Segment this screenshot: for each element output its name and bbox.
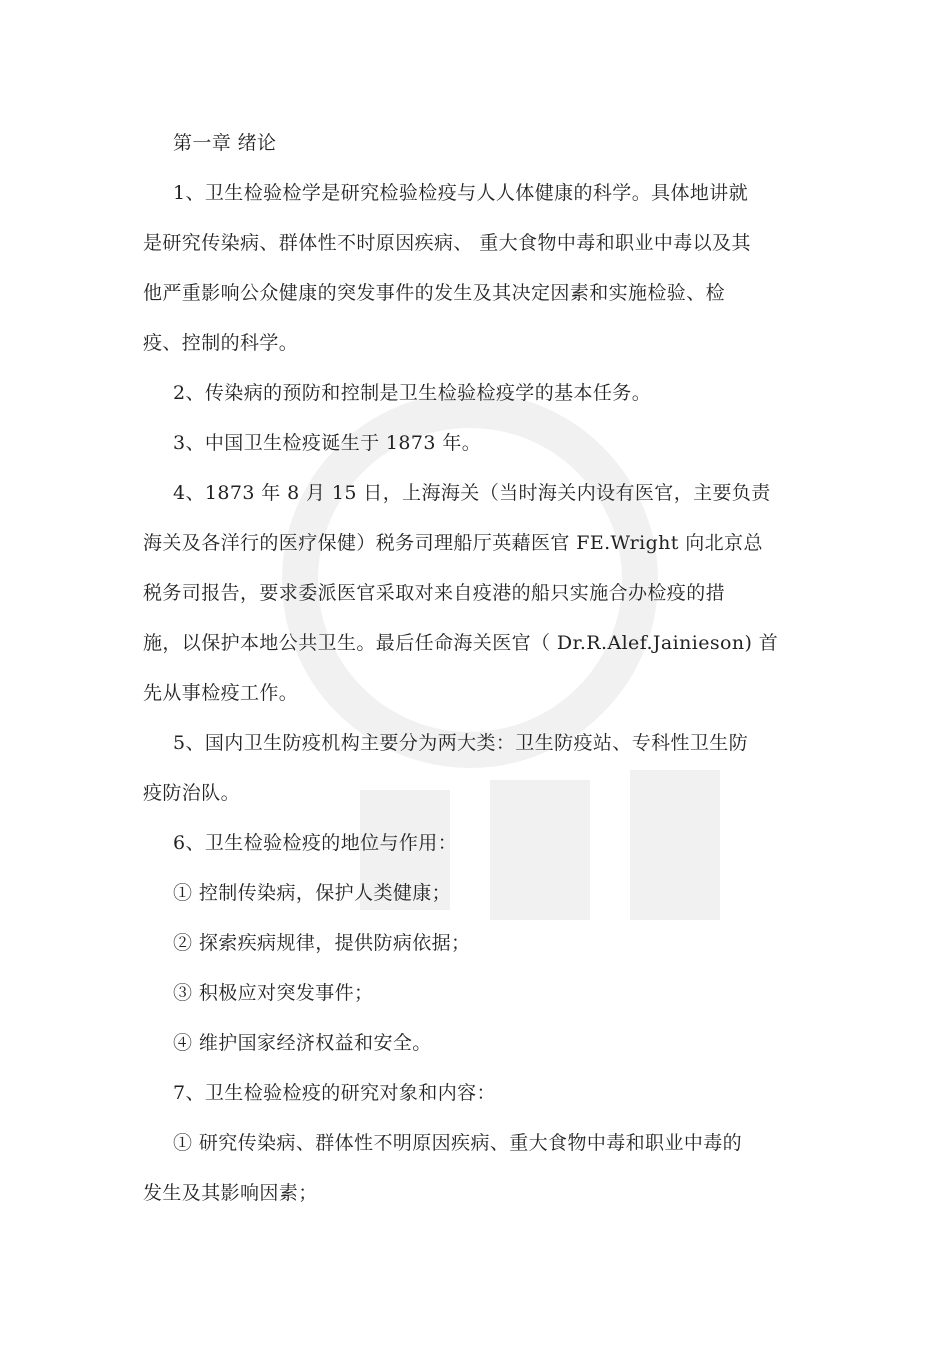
paragraph-line: 疫防治队。 <box>143 782 241 804</box>
paragraph-line: 发生及其影响因素； <box>143 1182 318 1204</box>
paragraph-line: 海关及各洋行的医疗保健）税务司理船厅英藉医官 FE.Wright 向北京总 <box>143 532 763 554</box>
list-item: ① 研究传染病、群体性不明原因疾病、重大食物中毒和职业中毒的 <box>173 1132 743 1154</box>
paragraph-line: 先从事检疫工作。 <box>143 682 299 704</box>
chapter-title: 第一章 绪论 <box>173 132 277 154</box>
paragraph-line: 税务司报告，要求委派医官采取对来自疫港的船只实施合办检疫的措 <box>143 582 726 604</box>
paragraph-line: 1、卫生检验检学是研究检验检疫与人人体健康的科学。具体地讲就 <box>173 182 749 204</box>
paragraph-line: 是研究传染病、群体性不时原因疾病、 重大食物中毒和职业中毒以及其 <box>143 232 751 254</box>
list-item: ④ 维护国家经济权益和安全。 <box>173 1032 432 1054</box>
list-item: ③ 积极应对突发事件； <box>173 982 374 1004</box>
paragraph-line: 施，以保护本地公共卫生。最后任命海关医官（ Dr.R.Alef.Jainieson) 首 <box>143 632 779 654</box>
watermark-seal <box>170 380 770 940</box>
paragraph-line: 6、卫生检验检疫的地位与作用： <box>173 832 458 854</box>
paragraph-line: 他严重影响公众健康的突发事件的发生及其决定因素和实施检验、检 <box>143 282 726 304</box>
paragraph-line: 4、1873 年 8 月 15 日，上海海关（当时海关内设有医官，主要负责 <box>173 482 771 504</box>
paragraph-line: 2、传染病的预防和控制是卫生检验检疫学的基本任务。 <box>173 382 652 404</box>
paragraph-line: 疫、控制的科学。 <box>143 332 299 354</box>
paragraph-line: 3、中国卫生检疫诞生于 1873 年。 <box>173 432 482 454</box>
paragraph-line: 7、卫生检验检疫的研究对象和内容： <box>173 1082 496 1104</box>
list-item: ① 控制传染病，保护人类健康； <box>173 882 452 904</box>
paragraph-line: 5、国内卫生防疫机构主要分为两大类：卫生防疫站、专科性卫生防 <box>173 732 749 754</box>
list-item: ② 探索疾病规律，提供防病依据； <box>173 932 471 954</box>
